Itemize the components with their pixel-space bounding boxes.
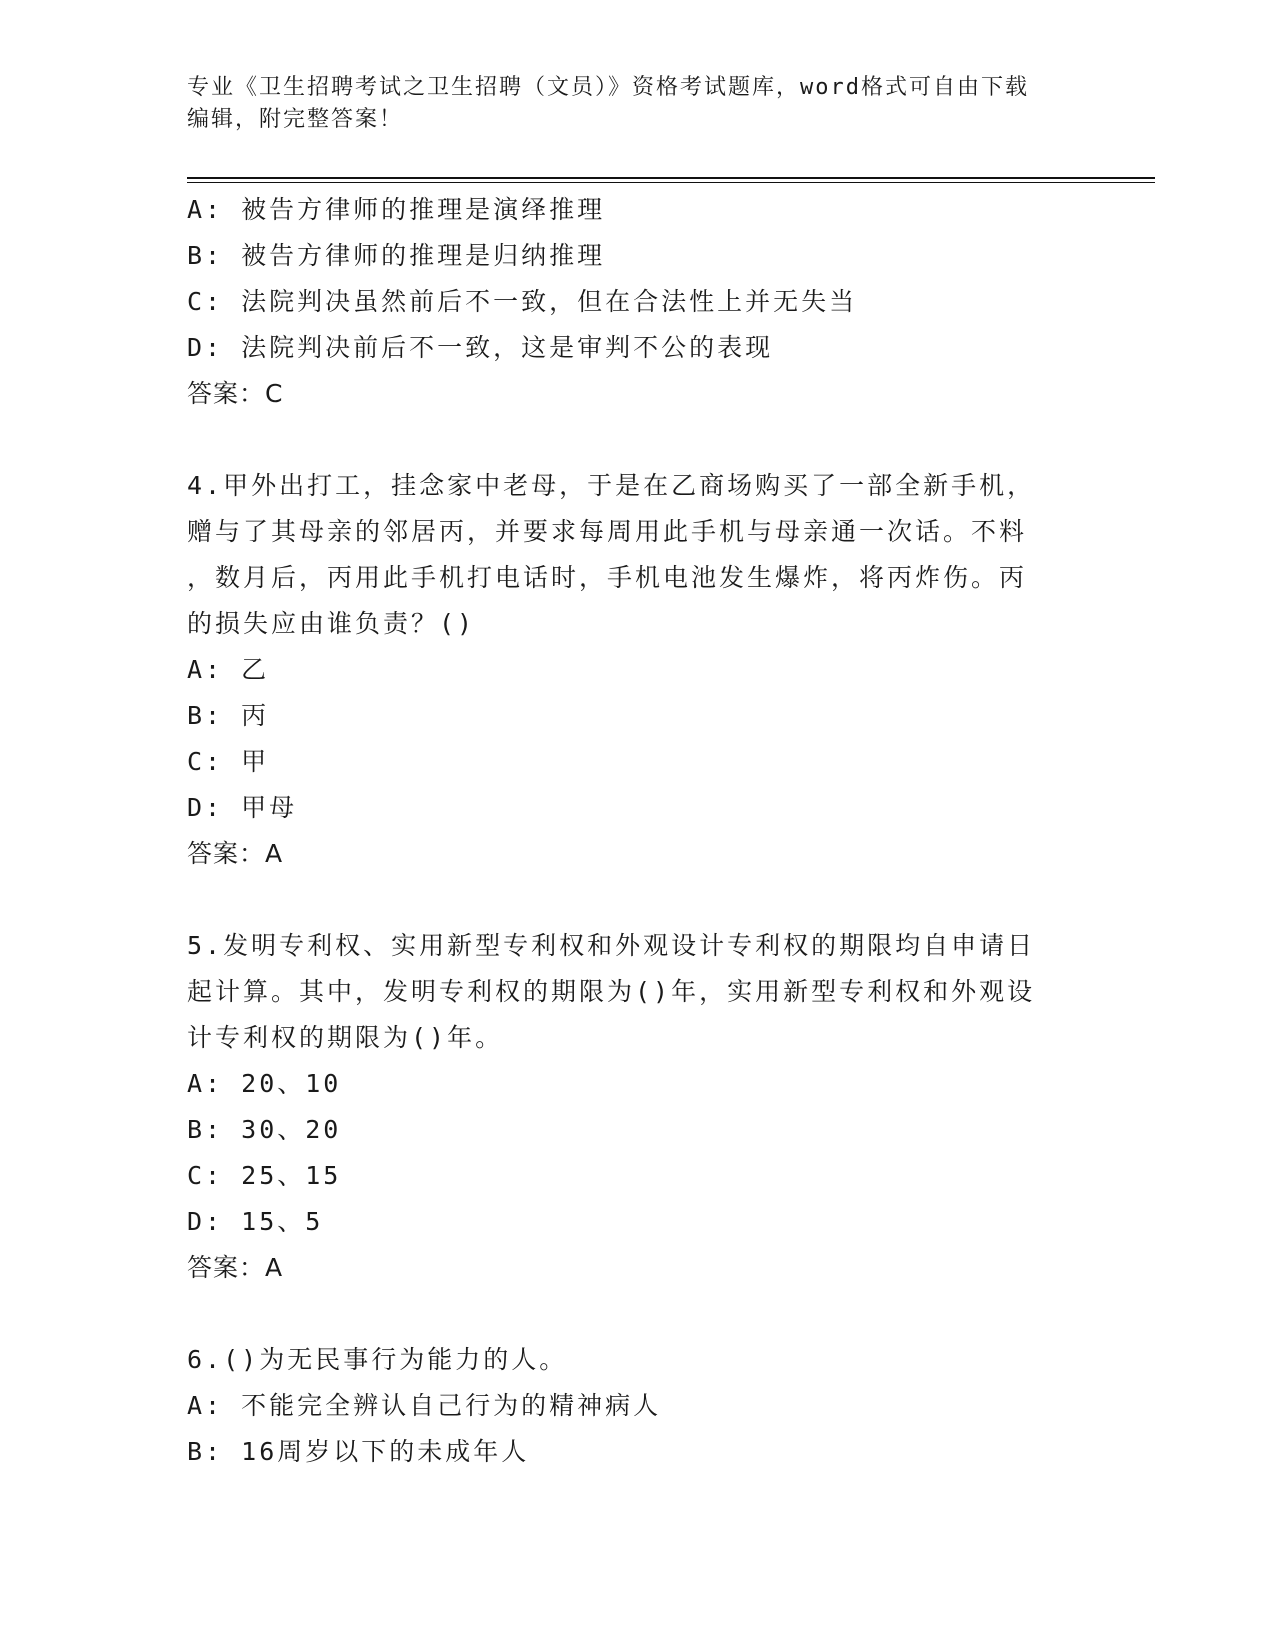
spacer — [187, 417, 1067, 463]
option-d: D: 法院判决前后不一致，这是审判不公的表现 — [187, 333, 774, 362]
question-5-options — [187, 1061, 1067, 1245]
header-line-1: 专业《卫生招聘考试之卫生招聘（文员）》资格考试题库，word格式可自由下载 — [187, 75, 1029, 100]
question-line: ，数月后，丙用此手机打电话时，手机电池发生爆炸，将丙炸伤。丙 — [187, 563, 1028, 592]
question-line: 的损失应由谁负责？() — [187, 609, 476, 638]
question-3-answer: 答案：C — [187, 379, 284, 408]
question-6-options — [187, 1383, 1067, 1475]
option-b: B: 30、20 — [187, 1115, 342, 1144]
question-line: 起计算。其中，发明专利权的期限为()年，实用新型专利权和外观设 — [187, 977, 1036, 1006]
option-a: A: 被告方律师的推理是演绎推理 — [187, 195, 606, 224]
question-line: 4.甲外出打工，挂念家中老母，于是在乙商场购买了一部全新手机， — [187, 471, 1036, 500]
header-divider-thick — [187, 177, 1155, 179]
option-d: D: 15、5 — [187, 1207, 324, 1236]
question-line: 6.()为无民事行为能力的人。 — [187, 1345, 568, 1374]
spacer — [187, 1291, 1067, 1337]
question-line: 计专利权的期限为()年。 — [187, 1023, 504, 1052]
question-4-stem — [187, 463, 1067, 647]
option-b: B: 丙 — [187, 701, 270, 730]
question-5-stem — [187, 923, 1067, 1061]
question-4-answer: 答案：A — [187, 839, 284, 868]
question-line: 5.发明专利权、实用新型专利权和外观设计专利权的期限均自申请日 — [187, 931, 1036, 960]
question-5-answer: 答案：A — [187, 1253, 284, 1282]
option-c: C: 法院判决虽然前后不一致，但在合法性上并无失当 — [187, 287, 858, 316]
option-b: B: 16周岁以下的未成年人 — [187, 1437, 530, 1466]
option-b: B: 被告方律师的推理是归纳推理 — [187, 241, 606, 270]
question-6-stem — [187, 1337, 1067, 1383]
question-3-options — [187, 187, 1067, 371]
question-4-options — [187, 647, 1067, 831]
spacer — [187, 877, 1067, 923]
document-header — [187, 72, 1067, 136]
option-d: D: 甲母 — [187, 793, 298, 822]
option-c: C: 25、15 — [187, 1161, 342, 1190]
question-line: 赠与了其母亲的邻居丙，并要求每周用此手机与母亲通一次话。不料 — [187, 517, 1028, 546]
option-a: A: 乙 — [187, 655, 270, 684]
question-content — [187, 187, 1067, 1475]
header-divider-thin — [187, 182, 1155, 183]
option-a: A: 20、10 — [187, 1069, 342, 1098]
header-line-2: 编辑，附完整答案！ — [187, 107, 404, 132]
option-c: C: 甲 — [187, 747, 270, 776]
option-a: A: 不能完全辨认自己行为的精神病人 — [187, 1391, 662, 1420]
